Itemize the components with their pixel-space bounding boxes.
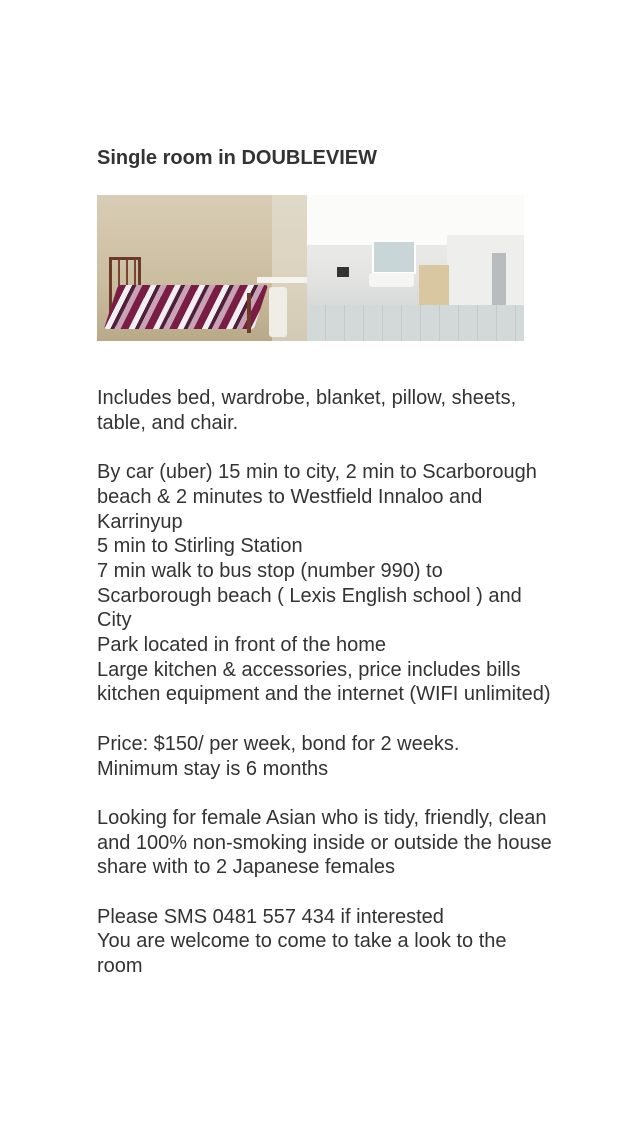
- includes-text: Includes bed, wardrobe, blanket, pillow, sheets, table, and chair.: [97, 387, 517, 434]
- photo-gallery: [97, 195, 524, 341]
- looking-for-text: Looking for female Asian who is tidy, friendly, clean and 100% non-smoking inside or outside the house share with to 2 Japanese females: [97, 806, 552, 879]
- sofa: [369, 273, 414, 287]
- kitchen-area: [447, 235, 524, 310]
- transport-line: By car (uber) 15 min to city, 2 min to Scarborough beach & 2 minutes to Westfield Innaloo and Karrinyup: [97, 461, 537, 533]
- tiled-floor: [307, 305, 524, 341]
- contact-sms-line: Please SMS 0481 557 434 if interested: [97, 905, 444, 928]
- bed-footpost: [247, 293, 251, 333]
- contact-info: [97, 905, 557, 979]
- transport-line: 5 min to Stirling Station: [97, 535, 303, 558]
- transport-info: [97, 460, 557, 707]
- transport-line: Large kitchen & accessories, price includes bills kitchen equipment and the internet (WIFI unlimited): [97, 658, 551, 706]
- minimum-stay-line: Minimum stay is 6 months: [97, 757, 329, 780]
- fridge: [492, 253, 506, 305]
- visit-invite-line: You are welcome to come to take a look to the room: [97, 930, 507, 978]
- transport-line: Park located in front of the home: [97, 634, 387, 657]
- listing-title: Single room in DOUBLEVIEW: [97, 147, 378, 169]
- price-info: [97, 732, 557, 781]
- price-line: Price: $150/ per week, bond for 2 weeks.: [97, 732, 460, 755]
- tv: [337, 267, 349, 277]
- bedroom-photo[interactable]: [97, 195, 307, 341]
- listing-description: [97, 386, 557, 1004]
- desk: [257, 277, 307, 283]
- bed-blanket: [104, 285, 268, 329]
- transport-line: 7 min walk to bus stop (number 990) to Scarborough beach ( Lexis English school ) and City: [97, 559, 522, 632]
- glass-doors: [372, 240, 416, 274]
- chair: [269, 287, 287, 337]
- living-room-photo[interactable]: [307, 195, 524, 341]
